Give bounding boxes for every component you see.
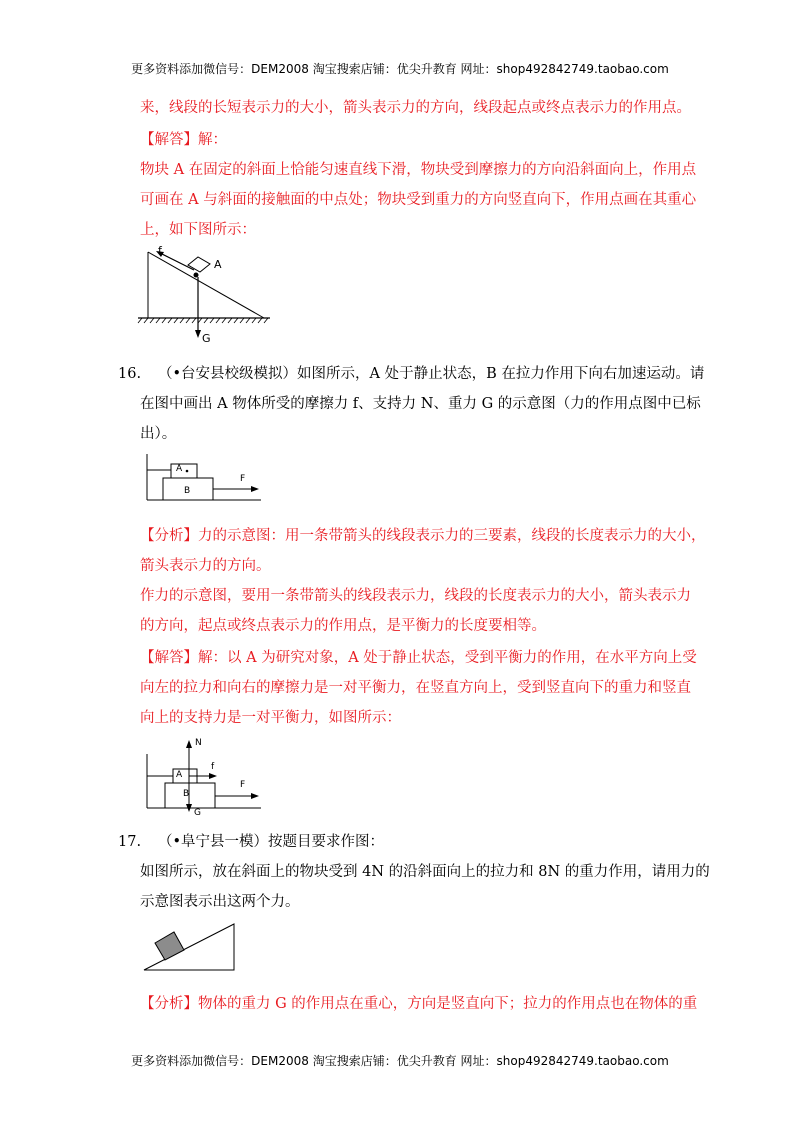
q17-number: 17. — [118, 834, 142, 850]
q17-question-line: 如图所示，放在斜面上的物块受到 4N 的沿斜面向上的拉力和 8N 的重力作用，请用力的 — [140, 864, 710, 880]
q16-analysis-line — [140, 526, 706, 546]
q16-blocks-figure — [143, 452, 268, 504]
analysis-tag: 【分析】 — [140, 528, 198, 544]
q16-answer-line: 向上的支持力是一对平衡力，如图所示： — [140, 710, 401, 726]
q16-answer-line: 向左的拉力和向右的摩擦力是一对平衡力，在竖直方向上，受到竖直向下的重力和竖直 — [140, 680, 691, 696]
q16-analysis-line: 的方向，起点或终点表示力的作用点，是平衡力的长度要相等。 — [140, 618, 546, 634]
block-b-label: B — [183, 789, 190, 799]
answer-head: 解： — [198, 132, 227, 148]
q16-question-line: 出）。 — [140, 426, 177, 442]
q15-answer-line: 物块 A 在固定的斜面上恰能匀速直线下滑，物块受到摩擦力的方向沿斜面向上，作用点 — [140, 162, 697, 178]
friction-label: f — [211, 762, 215, 772]
force-f-label: F — [240, 780, 246, 790]
analysis-text: 力的示意图：用一条带箭头的线段表示力的三要素，线段的长度表示力的大小， — [198, 528, 706, 544]
q15-analysis-line: 来，线段的长短表示力的大小，箭头表示力的方向，线段起点或终点表示力的作用点。 — [140, 100, 691, 116]
q15-incline-figure — [136, 240, 276, 350]
q16-analysis-line: 箭头表示力的方向。 — [140, 558, 271, 574]
block-a-label: A — [214, 258, 222, 271]
analysis-text: 物体的重力 G 的作用点在重心，方向是竖直向下；拉力的作用点也在物体的重 — [198, 996, 698, 1012]
block-b-label: B — [184, 486, 191, 496]
q16-analysis-line: 作力的示意图，要用一条带箭头的线段表示力，线段的长度表示力的大小，箭头表示力 — [140, 588, 691, 604]
friction-label: f — [158, 244, 162, 257]
block-a-label: A — [176, 770, 183, 780]
answer-tag: 【解答】 — [140, 132, 198, 148]
q17-incline-figure — [140, 920, 240, 976]
answer-text: 解：以 A 为研究对象，A 处于静止状态，受到平衡力的作用，在水平方向上受 — [198, 650, 697, 666]
q15-answer-heading — [140, 130, 700, 150]
q15-answer-line: 上，如下图所示： — [140, 222, 256, 238]
q16-number: 16. — [118, 366, 142, 382]
gravity-label: G — [194, 808, 201, 818]
page-footer: 更多资料添加微信号：DEM2008 淘宝搜索店铺：优尖升教育 网址：shop492842749.taobao.com — [131, 1054, 669, 1068]
q16-question-line: 在图中画出 A 物体所受的摩擦力 f、支持力 N、重力 G 的示意图（力的作用点图中已标 — [140, 396, 701, 412]
q16-answer-figure — [143, 736, 268, 820]
normal-force-label: N — [195, 738, 202, 748]
q15-answer-line: 可画在 A 与斜面的接触面的中点处；物块受到重力的方向竖直向下，作用点画在其重心 — [140, 192, 697, 208]
analysis-tag: 【分析】 — [140, 996, 198, 1012]
q17-question-line: （•阜宁县一模）按题目要求作图： — [158, 834, 385, 850]
force-f-label: F — [240, 474, 246, 484]
page-header: 更多资料添加微信号：DEM2008 淘宝搜索店铺：优尖升教育 网址：shop492842749.taobao.com — [131, 62, 669, 76]
block-a-label: A — [176, 464, 183, 474]
q16-answer-line — [140, 648, 700, 668]
answer-tag: 【解答】 — [140, 650, 198, 666]
gravity-label: G — [202, 332, 211, 345]
q17-analysis-line — [140, 994, 700, 1014]
q17-question-line: 示意图表示出这两个力。 — [140, 894, 300, 910]
q16-question-line: （•台安县校级模拟）如图所示，A 处于静止状态，B 在拉力作用下向右加速运动。请 — [158, 366, 705, 382]
